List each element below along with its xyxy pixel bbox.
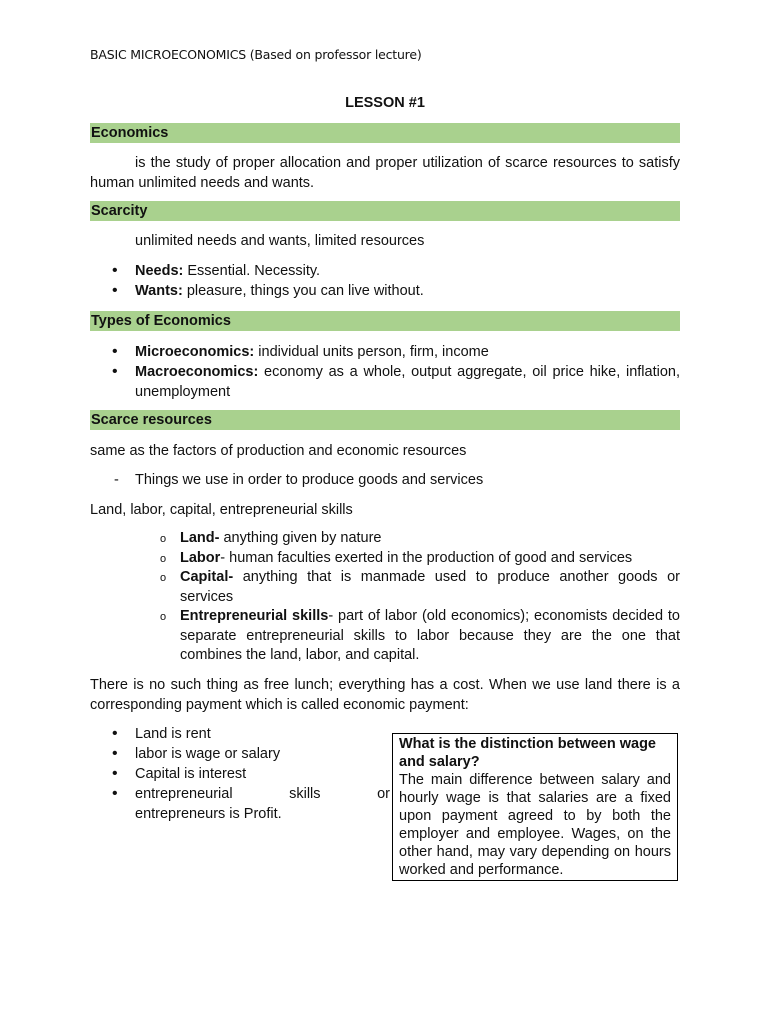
- section-heading-scarcity: Scarcity: [90, 201, 680, 221]
- list-item: • Needs: Essential. Necessity.: [90, 261, 680, 281]
- section-heading-economics: Economics: [90, 123, 680, 143]
- payments-list: [90, 724, 390, 824]
- scarcity-intro: unlimited needs and wants, limited resources: [135, 233, 425, 249]
- section-heading-scarce-resources: Scarce resources: [90, 410, 680, 430]
- scarce-resources-dash-list: [90, 470, 680, 490]
- list-item: o Capital- anything that is manmade used to produce another goods or services: [90, 568, 680, 607]
- types-list: [90, 342, 680, 402]
- section-heading-types-of-economics: Types of Economics: [90, 311, 680, 331]
- factors-list: [90, 529, 680, 666]
- lesson-title: LESSON #1: [345, 95, 425, 111]
- economics-definition: is the study of proper allocation and proper utilization of scarce resources to satisfy human unlimited needs and wants.: [90, 155, 680, 191]
- document-header: BASIC MICROECONOMICS (Based on professor lecture): [90, 47, 422, 62]
- list-item: • entrepreneurial skills or: [90, 784, 390, 804]
- box-question: What is the distinction between wage and salary?: [399, 736, 656, 770]
- list-item: o Entrepreneurial skills- part of labor (old economics); economists decided to separate entrepreneurial skills to labor because they are the one that combines the land, labor, and capital.: [90, 607, 680, 666]
- box-answer: The main difference between salary and hourly wage is that salaries are a fixed upon payment agreed to by both the employer and employee. Wages, on the other hand, may vary depending on hours worked and performance.: [399, 772, 671, 878]
- list-item: • Macroeconomics: economy as a whole, output aggregate, oil price hike, inflation, unemployment: [90, 362, 680, 402]
- list-item: • Capital is interest: [90, 764, 390, 784]
- scarce-resources-intro: same as the factors of production and economic resources: [90, 443, 467, 459]
- factors-line: Land, labor, capital, entrepreneurial skills: [90, 502, 353, 518]
- list-item-continuation: entrepreneurs is Profit.: [135, 806, 282, 822]
- list-item: • Microeconomics: individual units person, firm, income: [90, 342, 680, 362]
- list-item: • Wants: pleasure, things you can live without.: [90, 281, 680, 301]
- list-item: o Land- anything given by nature: [90, 529, 680, 549]
- list-item: • Land is rent: [90, 724, 390, 744]
- scarcity-list: [90, 261, 680, 301]
- list-item: • labor is wage or salary: [90, 744, 390, 764]
- wage-salary-box: [392, 733, 678, 881]
- list-item: o Labor- human faculties exerted in the production of good and services: [90, 549, 680, 569]
- list-item: - Things we use in order to produce goods and services: [90, 470, 680, 490]
- free-lunch-paragraph: There is no such thing as free lunch; everything has a cost. When we use land there is a corresponding payment which is called economic payment:: [90, 677, 680, 713]
